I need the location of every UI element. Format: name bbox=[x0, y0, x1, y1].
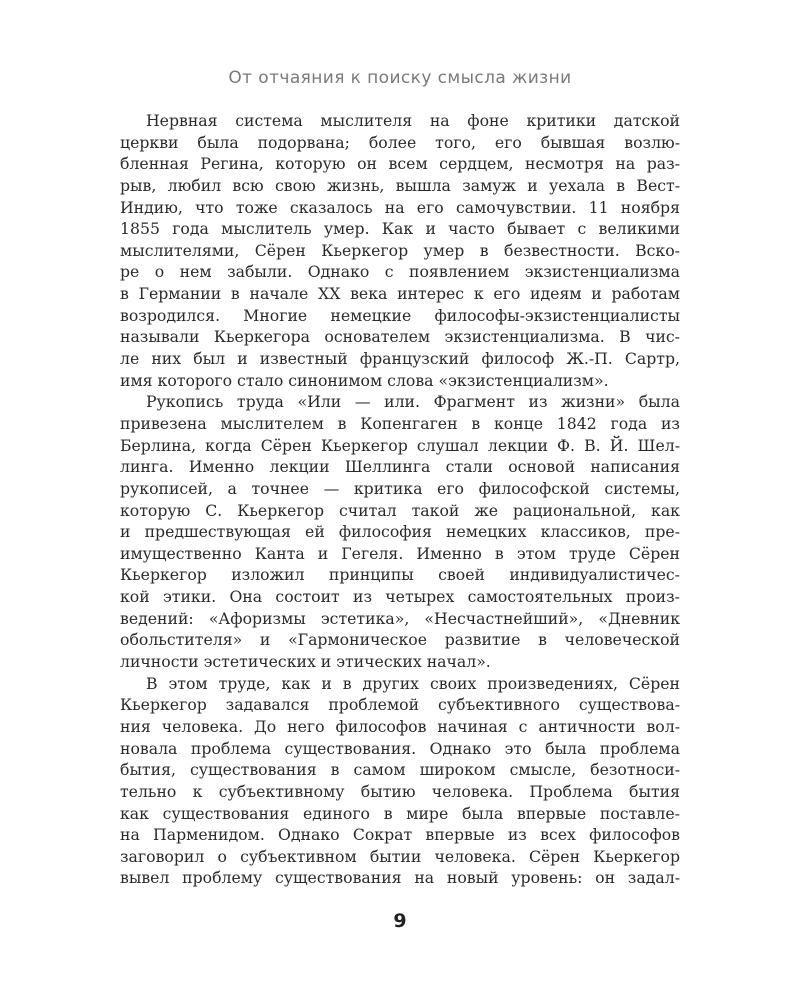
paragraph bbox=[120, 391, 680, 672]
text-line: ведений: «Афоризмы эстетика», «Несчастнейший», «Дневник bbox=[120, 608, 680, 628]
running-title: От отчаяния к поиску смысла жизни bbox=[228, 68, 572, 88]
text-line: бленная Регина, которую он всем сердцем, несмотря на раз- bbox=[120, 154, 680, 174]
paragraph bbox=[120, 673, 680, 889]
text-line: Рукопись труда «Или — или. Фрагмент из жизни» была bbox=[146, 392, 680, 412]
text-line: бытия, существования в самом широком смысле, безотноси- bbox=[120, 760, 680, 780]
text-line: новала проблема существования. Однако это была проблема bbox=[120, 738, 680, 758]
text-line: тельно к субъективному бытию человека. Проблема бытия bbox=[120, 781, 680, 801]
text-line: Берлина, когда Сёрен Кьеркегор слушал лекции Ф. В. Й. Шел- bbox=[120, 435, 680, 455]
text-line: рукописей, а точнее — критика его философской системы, bbox=[120, 478, 680, 498]
text-line: церкви была подорвана; более того, его бывшая возлю- bbox=[120, 132, 680, 152]
text-line: вывел проблему существования на новый уровень: он задал- bbox=[120, 868, 680, 888]
text-line: имя которого стало синонимом слова «экзистенциализм». bbox=[120, 370, 609, 390]
text-line: имущественно Канта и Гегеля. Именно в этом труде Сёрен bbox=[120, 543, 680, 563]
text-line: личности эстетических и этических начал». bbox=[120, 652, 491, 672]
text-line: рыв, любил всю свою жизнь, вышла замуж и уехала в Вест- bbox=[120, 175, 680, 195]
text-line: линга. Именно лекции Шеллинга стали основой написания bbox=[120, 457, 680, 477]
body-text bbox=[120, 110, 680, 889]
text-line: Кьеркегор изложил принципы своей индивидуалистичес- bbox=[120, 565, 680, 585]
text-line: В этом труде, как и в других своих произведениях, Сёрен bbox=[146, 673, 680, 693]
text-line: ле них был и известный французский философ Ж.-П. Сартр, bbox=[120, 349, 680, 369]
text-line: Нервная система мыслителя на фоне критики датской bbox=[146, 111, 680, 130]
text-line: в Германии в начале XX века интерес к его идеям и работам bbox=[120, 284, 680, 304]
text-line: и предшествующая ей философия немецких классиков, пре- bbox=[120, 522, 680, 542]
text-line: кой этики. Она состоит из четырех самостоятельных произ- bbox=[120, 587, 680, 607]
text-line: мыслителями, Сёрен Кьеркегор умер в безвестности. Вско- bbox=[120, 240, 680, 260]
text-line: как существования единого в мире была впервые поставле- bbox=[120, 803, 680, 823]
text-line: ре о нем забыли. Однако с появлением экзистенциализма bbox=[120, 262, 680, 282]
page-number: 9 bbox=[393, 910, 407, 932]
text-line: называли Кьеркегора основателем экзистенциализма. В чис- bbox=[120, 327, 680, 347]
text-line: Кьеркегор задавался проблемой субъективного существова- bbox=[120, 695, 680, 715]
text-line: которую С. Кьеркегор считал такой же рациональной, как bbox=[120, 500, 680, 520]
text-line: привезена мыслителем в Копенгаген в конце 1842 года из bbox=[120, 413, 680, 433]
text-line: Индию, что тоже сказалось на его самочувствии. 11 ноября bbox=[120, 197, 680, 217]
text-line: ния человека. До него философов начиная с античности вол- bbox=[120, 716, 680, 736]
text-line: возродился. Многие немецкие философы-экзистенциалисты bbox=[120, 305, 680, 325]
text-line: заговорил о субъективном бытии человека. Сёрен Кьеркегор bbox=[120, 846, 680, 866]
paragraph bbox=[120, 110, 680, 391]
text-line: 1855 года мыслитель умер. Как и часто бывает с великими bbox=[120, 219, 680, 239]
text-line: обольстителя» и «Гармоническое развитие в человеческой bbox=[120, 630, 680, 650]
text-line: на Парменидом. Однако Сократ впервые из всех философов bbox=[120, 825, 680, 845]
